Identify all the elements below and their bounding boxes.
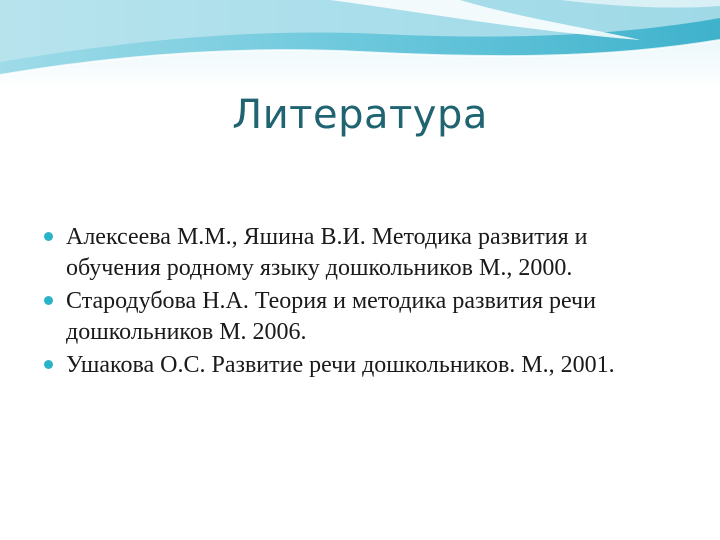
bullet-icon: [44, 232, 53, 241]
list-item: [44, 350, 684, 381]
list-item: [44, 222, 684, 284]
list-item: [44, 286, 684, 348]
reference-text: Стародубова Н.А. Теория и методика развития речи дошкольников М. 2006.: [66, 288, 596, 345]
reference-list: [44, 222, 684, 383]
reference-text: Алексеева М.М., Яшина В.И. Методика развития и обучения родному языку дошкольников М., 2000.: [66, 224, 588, 281]
bullet-icon: [44, 296, 53, 305]
slide-title: Литература: [232, 92, 488, 138]
reference-text: Ушакова О.С. Развитие речи дошкольников. М., 2001.: [66, 352, 615, 378]
bullet-icon: [44, 360, 53, 369]
header-wave-decoration: [0, 0, 720, 90]
